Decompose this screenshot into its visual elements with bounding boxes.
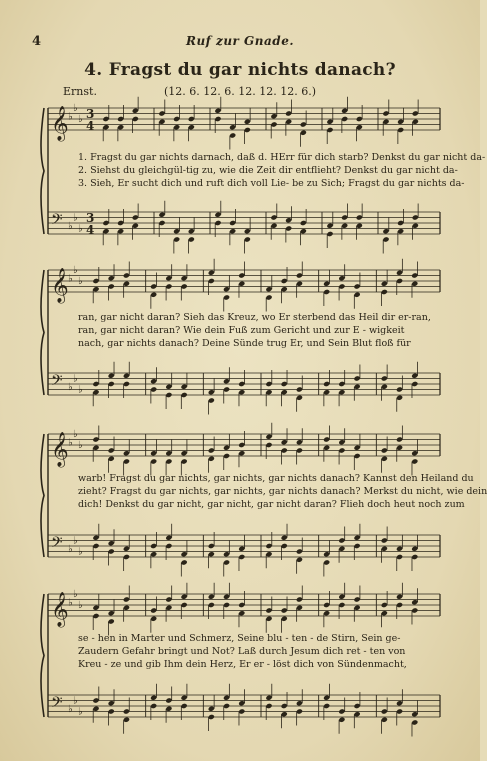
lyric-line: dich! Denkst du gar nicht, gar nicht, gar nicht daran? Flieh doch heut noch zum bbox=[78, 499, 465, 510]
flat-icon: ♭ bbox=[68, 437, 73, 449]
hymn-title: 4. Fragst du gar nichts danach? bbox=[84, 60, 396, 80]
bass-clef-icon: 𝄢 bbox=[51, 211, 63, 232]
meter-line: (12. 6. 12. 6. 12. 12. 12. 6.) bbox=[163, 85, 316, 98]
flat-icon: ♭ bbox=[78, 546, 83, 558]
treble-clef-icon: 𝄞 bbox=[51, 432, 69, 467]
time-signature-top: 3 bbox=[86, 211, 95, 225]
flat-icon: ♭ bbox=[78, 276, 83, 287]
flat-icon: ♭ bbox=[73, 373, 78, 385]
flat-icon: ♭ bbox=[78, 440, 83, 451]
flat-icon: ♭ bbox=[68, 273, 73, 285]
bass-clef-icon: 𝄢 bbox=[51, 372, 63, 393]
lyric-line: ran, gar nicht daran? Sieh das Kreuz, wo Er sterbend das Heil dir er-ran, bbox=[78, 312, 431, 323]
bass-clef-icon: 𝄢 bbox=[51, 534, 63, 555]
flat-icon: ♭ bbox=[73, 265, 78, 276]
lyric-line: se - hen in Marter und Schmerz, Seine blu - ten - de Stirn, Sein ge- bbox=[78, 633, 401, 644]
flat-icon: ♭ bbox=[68, 111, 73, 123]
flat-icon: ♭ bbox=[78, 706, 83, 718]
lyric-line: Zaudern Gefahr bringt und Not? Laß durch Jesum dich ret - ten von bbox=[78, 646, 406, 657]
bass-clef-icon: 𝄢 bbox=[51, 694, 63, 715]
lyric-line: zieht? Fragst du gar nichts, gar nichts, gar nichts danach? Merkst du nicht, wie dein bbox=[78, 486, 487, 497]
time-signature-bottom: 4 bbox=[86, 119, 95, 133]
treble-clef-icon: 𝄞 bbox=[51, 592, 69, 627]
treble-clef-icon: 𝄞 bbox=[51, 268, 69, 303]
lyric-line: 3. Sieh, Er sucht dich und ruft dich voll Lie- be zu Sich; Fragst du gar nichts da- bbox=[78, 178, 465, 189]
flat-icon: ♭ bbox=[68, 597, 73, 609]
flat-icon: ♭ bbox=[68, 543, 73, 555]
flat-icon: ♭ bbox=[73, 429, 78, 440]
flat-icon: ♭ bbox=[68, 220, 73, 232]
flat-icon: ♭ bbox=[73, 695, 78, 707]
flat-icon: ♭ bbox=[73, 103, 78, 114]
lyric-line: ran, gar nicht daran? Wie dein Fuß zum Gericht und zur E - wigkeit bbox=[78, 325, 405, 336]
brace bbox=[41, 108, 44, 234]
treble-clef-icon: 𝄞 bbox=[51, 106, 69, 141]
flat-icon: ♭ bbox=[78, 223, 83, 235]
flat-icon: ♭ bbox=[73, 589, 78, 600]
flat-icon: ♭ bbox=[68, 703, 73, 715]
time-signature-top: 3 bbox=[86, 107, 95, 121]
flat-icon: ♭ bbox=[78, 384, 83, 396]
running-head: Ruf zur Gnade. bbox=[185, 34, 295, 48]
flat-icon: ♭ bbox=[73, 535, 78, 547]
page-number: 4 bbox=[32, 34, 42, 49]
brace bbox=[41, 434, 44, 557]
brace bbox=[41, 270, 44, 395]
flat-icon: ♭ bbox=[78, 114, 83, 125]
time-signature-bottom: 4 bbox=[86, 223, 95, 237]
lyric-line: nach, gar nichts danach? Deine Sünde trug Er, und Sein Blut floß für bbox=[78, 338, 411, 349]
tempo-marking: Ernst. bbox=[63, 85, 97, 98]
lyric-line: 1. Fragst du gar nichts darnach, daß d. HErr für dich starb? Denkst du gar nicht da- bbox=[78, 152, 486, 163]
flat-icon: ♭ bbox=[73, 212, 78, 224]
brace bbox=[41, 594, 44, 717]
lyric-line: 2. Siehst du gleichgül-tig zu, wie die Zeit dir entflieht? Denkst du gar nicht da- bbox=[78, 165, 458, 176]
flat-icon: ♭ bbox=[68, 381, 73, 393]
flat-icon: ♭ bbox=[78, 600, 83, 611]
lyric-line: Kreu - ze und gib Ihm dein Herz, Er er - löst dich von Sündenmacht, bbox=[78, 659, 407, 670]
lyric-line: warb! Fragst du gar nichts, gar nichts, gar nichts danach? Kannst den Heiland du bbox=[78, 473, 474, 484]
